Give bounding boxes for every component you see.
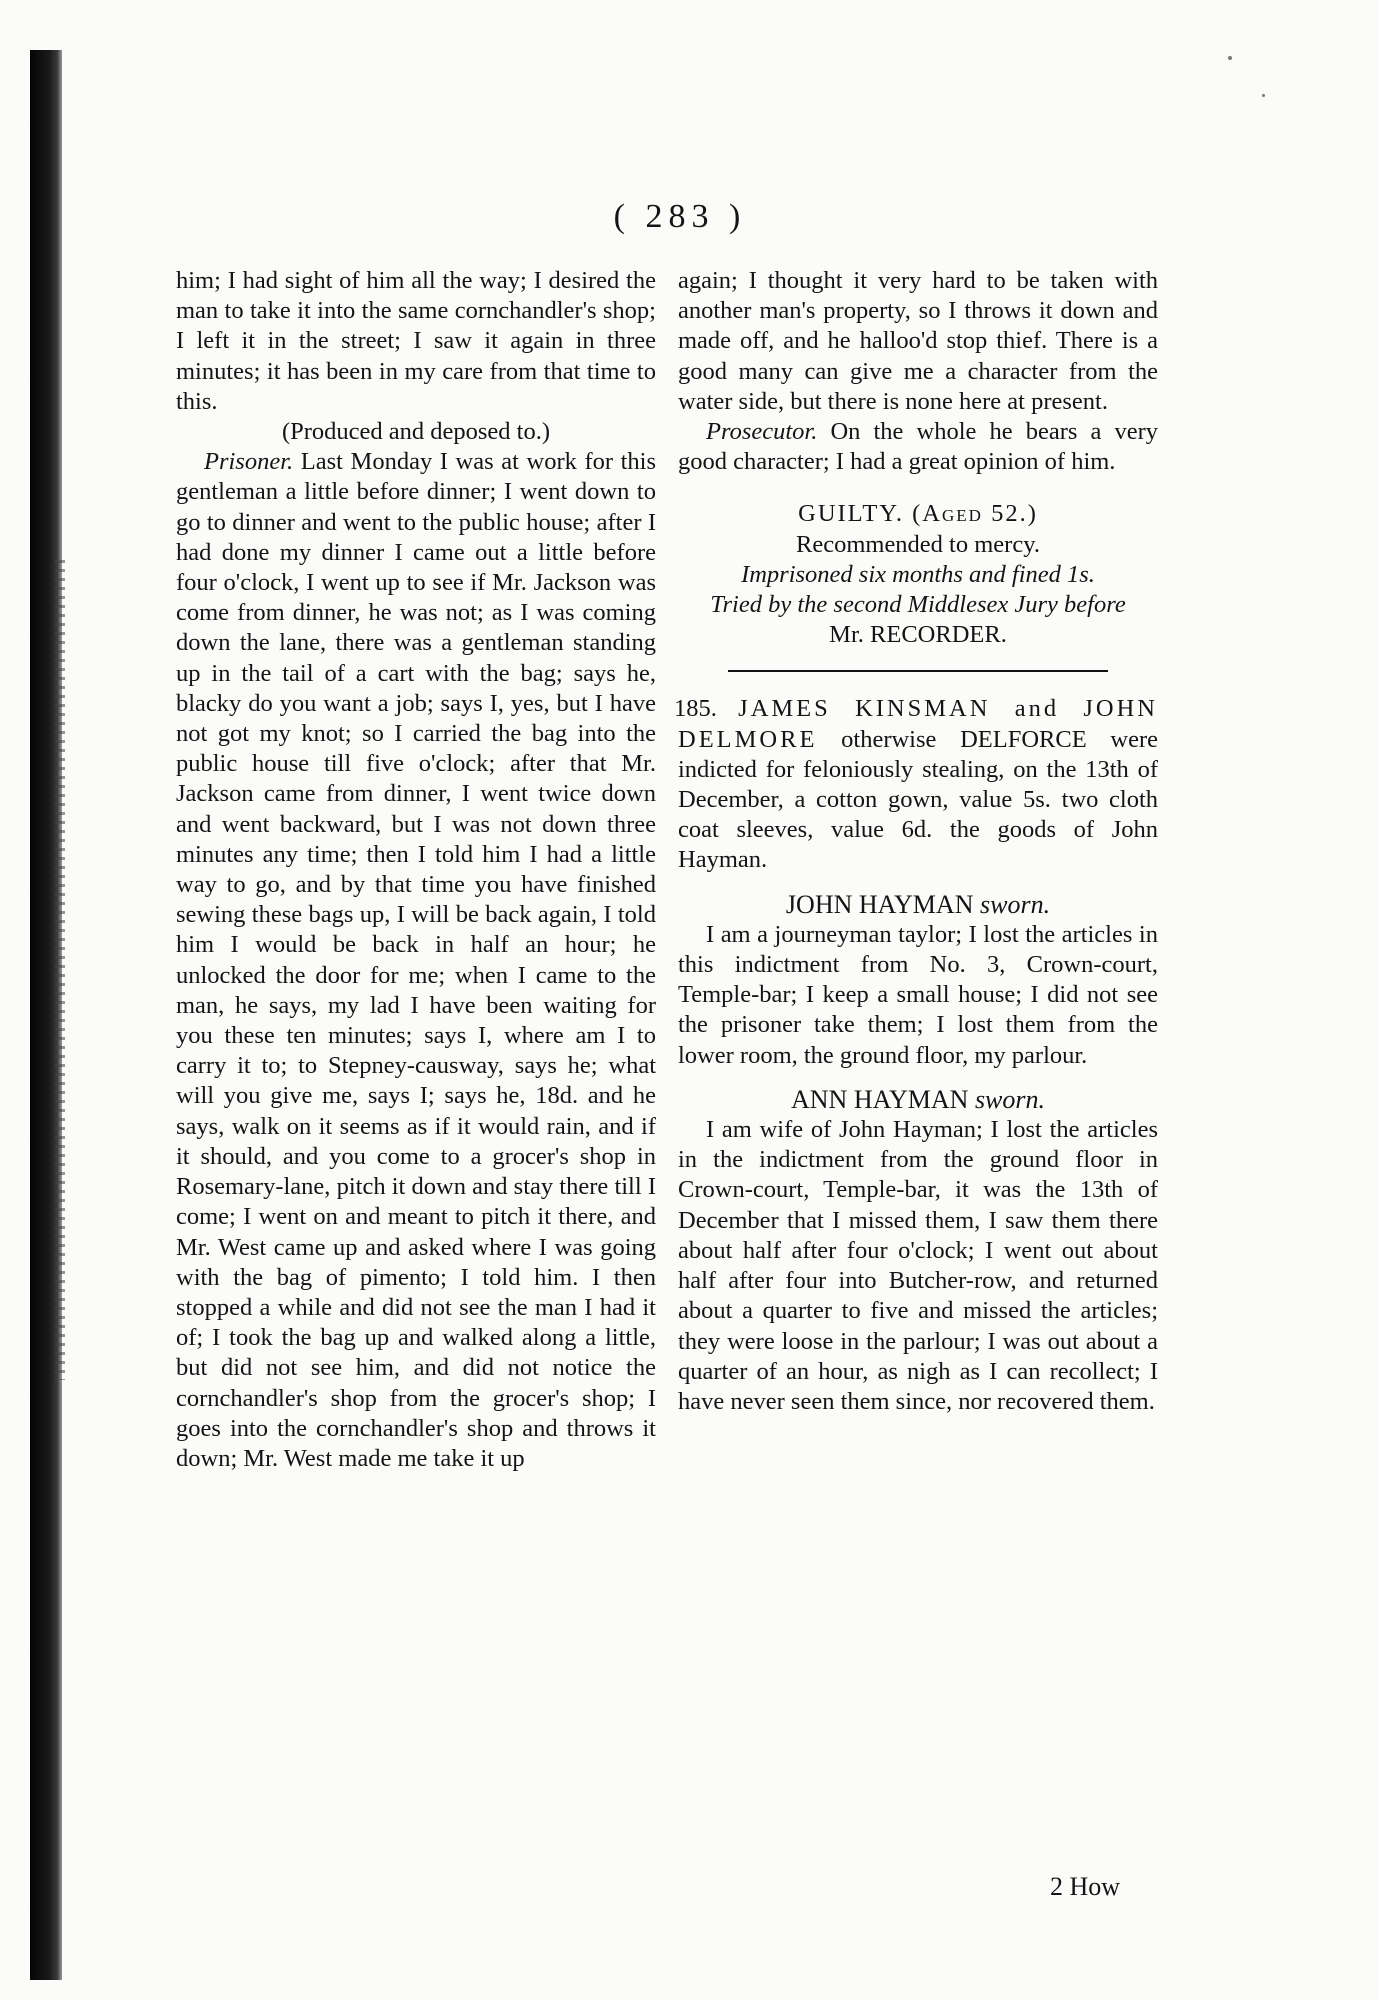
- paper-speck: [1262, 94, 1265, 97]
- recommendation: Recommended to mercy.: [795, 530, 1040, 558]
- ann-hayman-testimony: I am wife of John Hayman; I lost the articles in the indictment from the ground floor in Crown-court, Temple-bar, it was the 13th of December that I missed them, I saw them there about half after four o'clock; I went out about half after four into Butcher-row, and returned about a quarter to five and missed the articles; they were loose in the parlour; I was out about a quarter of an hour, as nigh as I can recollect; I have never seen them since, nor recovered them.: [678, 1116, 1158, 1415]
- witness-name: ANN HAYMAN: [790, 1084, 969, 1114]
- recorder-line: Mr. RECORDER.: [829, 621, 1007, 649]
- defendant-names: JAMES KINSMAN and JOHN DELMORE: [678, 695, 1158, 753]
- left-paragraph-continued: him; I had sight of him all the way; I desired the man to take it into the same cornchandler's shop; I left it in the street; I saw it again in three minutes; it has been in my care from that time to this.: [176, 267, 656, 415]
- sworn-label: sworn.: [979, 889, 1051, 919]
- right-column: [674, 266, 1158, 1417]
- verdict: GUILTY. (Aged 52.): [798, 500, 1038, 528]
- john-hayman-testimony: I am a journeyman taylor; I lost the articles in this indictment from No. 3, Crown-court, Temple-bar; I keep a small house; I did not see the prisoner take them; I lost them from the lower room, the ground floor, my parlour.: [678, 920, 1158, 1069]
- speaker-label-prosecutor: Prosecutor.: [706, 418, 818, 446]
- page-number: ( 283 ): [613, 198, 747, 235]
- left-column: [176, 266, 656, 1474]
- paper-speck: [1228, 56, 1232, 60]
- right-paragraph-continued: again; I thought it very hard to be taken with another man's property, so I throws it down and made off, and he halloo'd stop thief. There is a good many can give me a character from the water side, but there is none here at present.: [678, 267, 1158, 415]
- witness-heading-john-hayman: [678, 890, 1158, 920]
- sworn-label: sworn.: [974, 1084, 1046, 1114]
- indictment-text: otherwise DELFORCE were indicted for feloniously stealing, on the 13th of December, a cotton gown, value 5s. two cloth coat sleeves, value 6d. the goods of John Hayman.: [678, 725, 1158, 874]
- witness-name: JOHN HAYMAN: [785, 889, 974, 919]
- sentence: Imprisoned six months and fined 1s.: [741, 560, 1095, 588]
- produced-note: (Produced and deposed to.): [281, 418, 551, 446]
- prosecutor-statement-text: On the whole he bears a very good character; I had a great opinion of him.: [678, 418, 1158, 476]
- prisoner-statement: [176, 447, 656, 1474]
- case-185-indictment: [674, 694, 1158, 875]
- case-number: 185.: [674, 695, 717, 723]
- section-divider: [728, 670, 1108, 672]
- binding-stitching: [55, 560, 65, 1380]
- catchword: 2 How: [1050, 1872, 1121, 1901]
- prisoner-statement-text: Last Monday I was at work for this gentleman a little before dinner; I went down to go to dinner and went to the public house; after I had done my dinner I came out a little before four o'clock, I went up to see if Mr. Jackson was come from dinner, he was not; as I was coming down the lane, there was a gentleman standing up in the tail of a cart with the bag; says he, blacky do you want a job; says I, yes, but I have not got my knot; so I carried the bag into the public house till five o'clock; after that Mr. Jackson came from dinner, I went twice down and went backward, but I was not down three minutes any time; then I told him I had a little way to go, and by that time you have finished sewing these bags up, I will be back again, I told him I would be back in half an hour; he unlocked the door for me; when I came to the man, he says, my lad I have been waiting for you these ten minutes; says I, where am I to carry it to; to Stepney-causway, says he; what will you give me, says I; says he, 18d. and he says, walk on it seems as if it would rain, and if it should, and you come to a grocer's shop in Rosemary-lane, pitch it down and stay there till I come; I went on and meant to pitch it there, and Mr. West came up and asked where I was going with the bag of pimento; I told him. I then stopped a while and did not see the man I had it of; I took the bag up and walked along a little, but did not see him, and did not notice the cornchandler's shop from the grocer's shop; I goes into the cornchandler's shop and throws it down; Mr. West made me take it up: [176, 448, 656, 1472]
- speaker-label-prisoner: Prisoner.: [204, 448, 294, 476]
- tried-by-line: Tried by the second Middlesex Jury before: [710, 591, 1126, 619]
- prosecutor-statement: [678, 417, 1158, 477]
- witness-heading-ann-hayman: [678, 1085, 1158, 1115]
